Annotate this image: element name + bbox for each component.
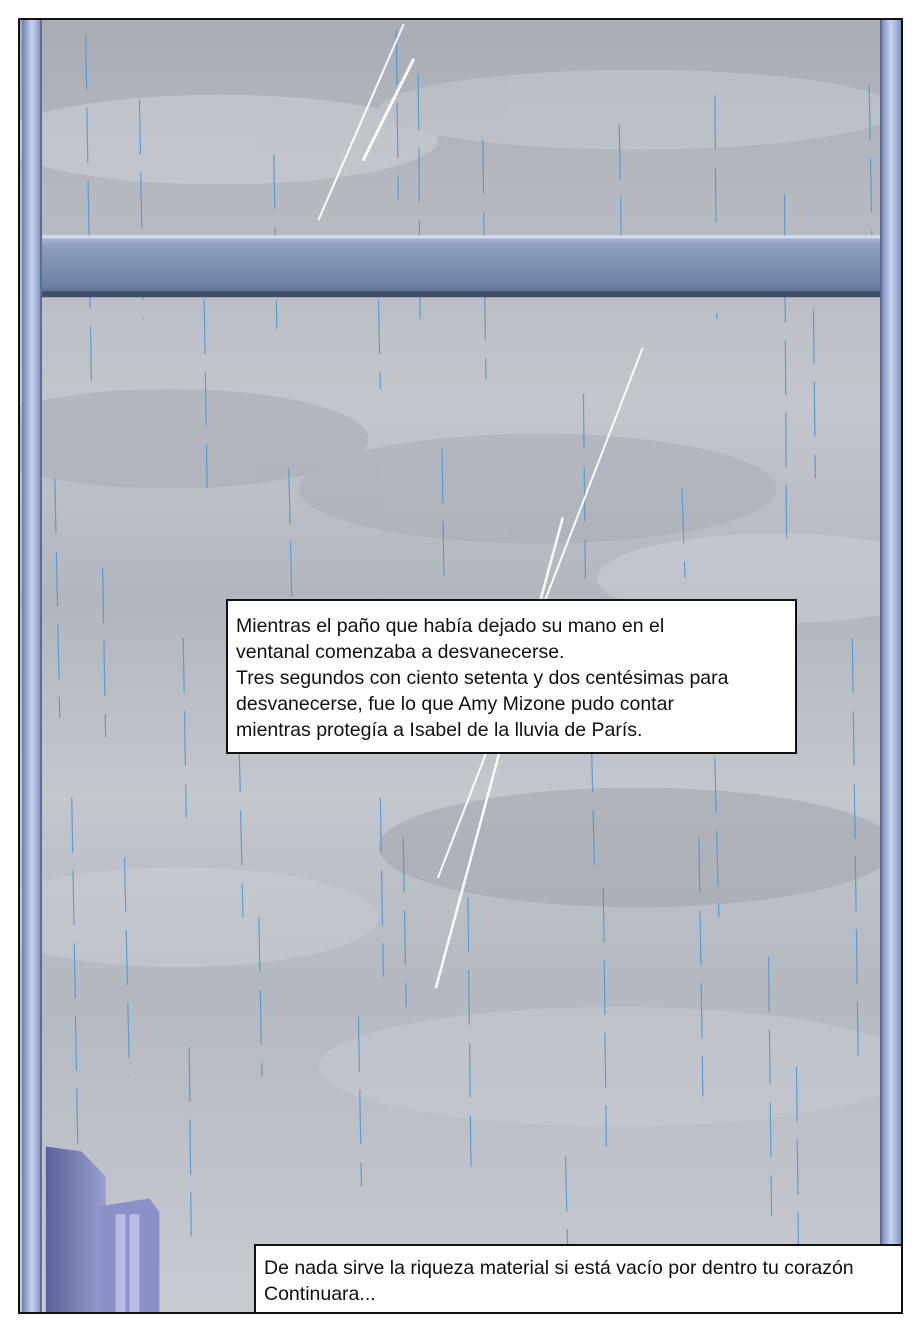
narration-box-2: De nada sirve la riqueza material si está vacío por dentro tu corazón Continuara... (254, 1244, 903, 1314)
narration-box-1: Mientras el paño que había dejado su mano en el ventanal comenzaba a desvanecerse. Tres segundos con ciento setenta y dos centésimas para desvanecerse, fue lo que Amy Mizone pudo contar mientras protegía a Isabel de la lluvia de París. (226, 599, 797, 754)
window-crossbar (42, 235, 880, 297)
comic-panel (18, 18, 903, 1314)
